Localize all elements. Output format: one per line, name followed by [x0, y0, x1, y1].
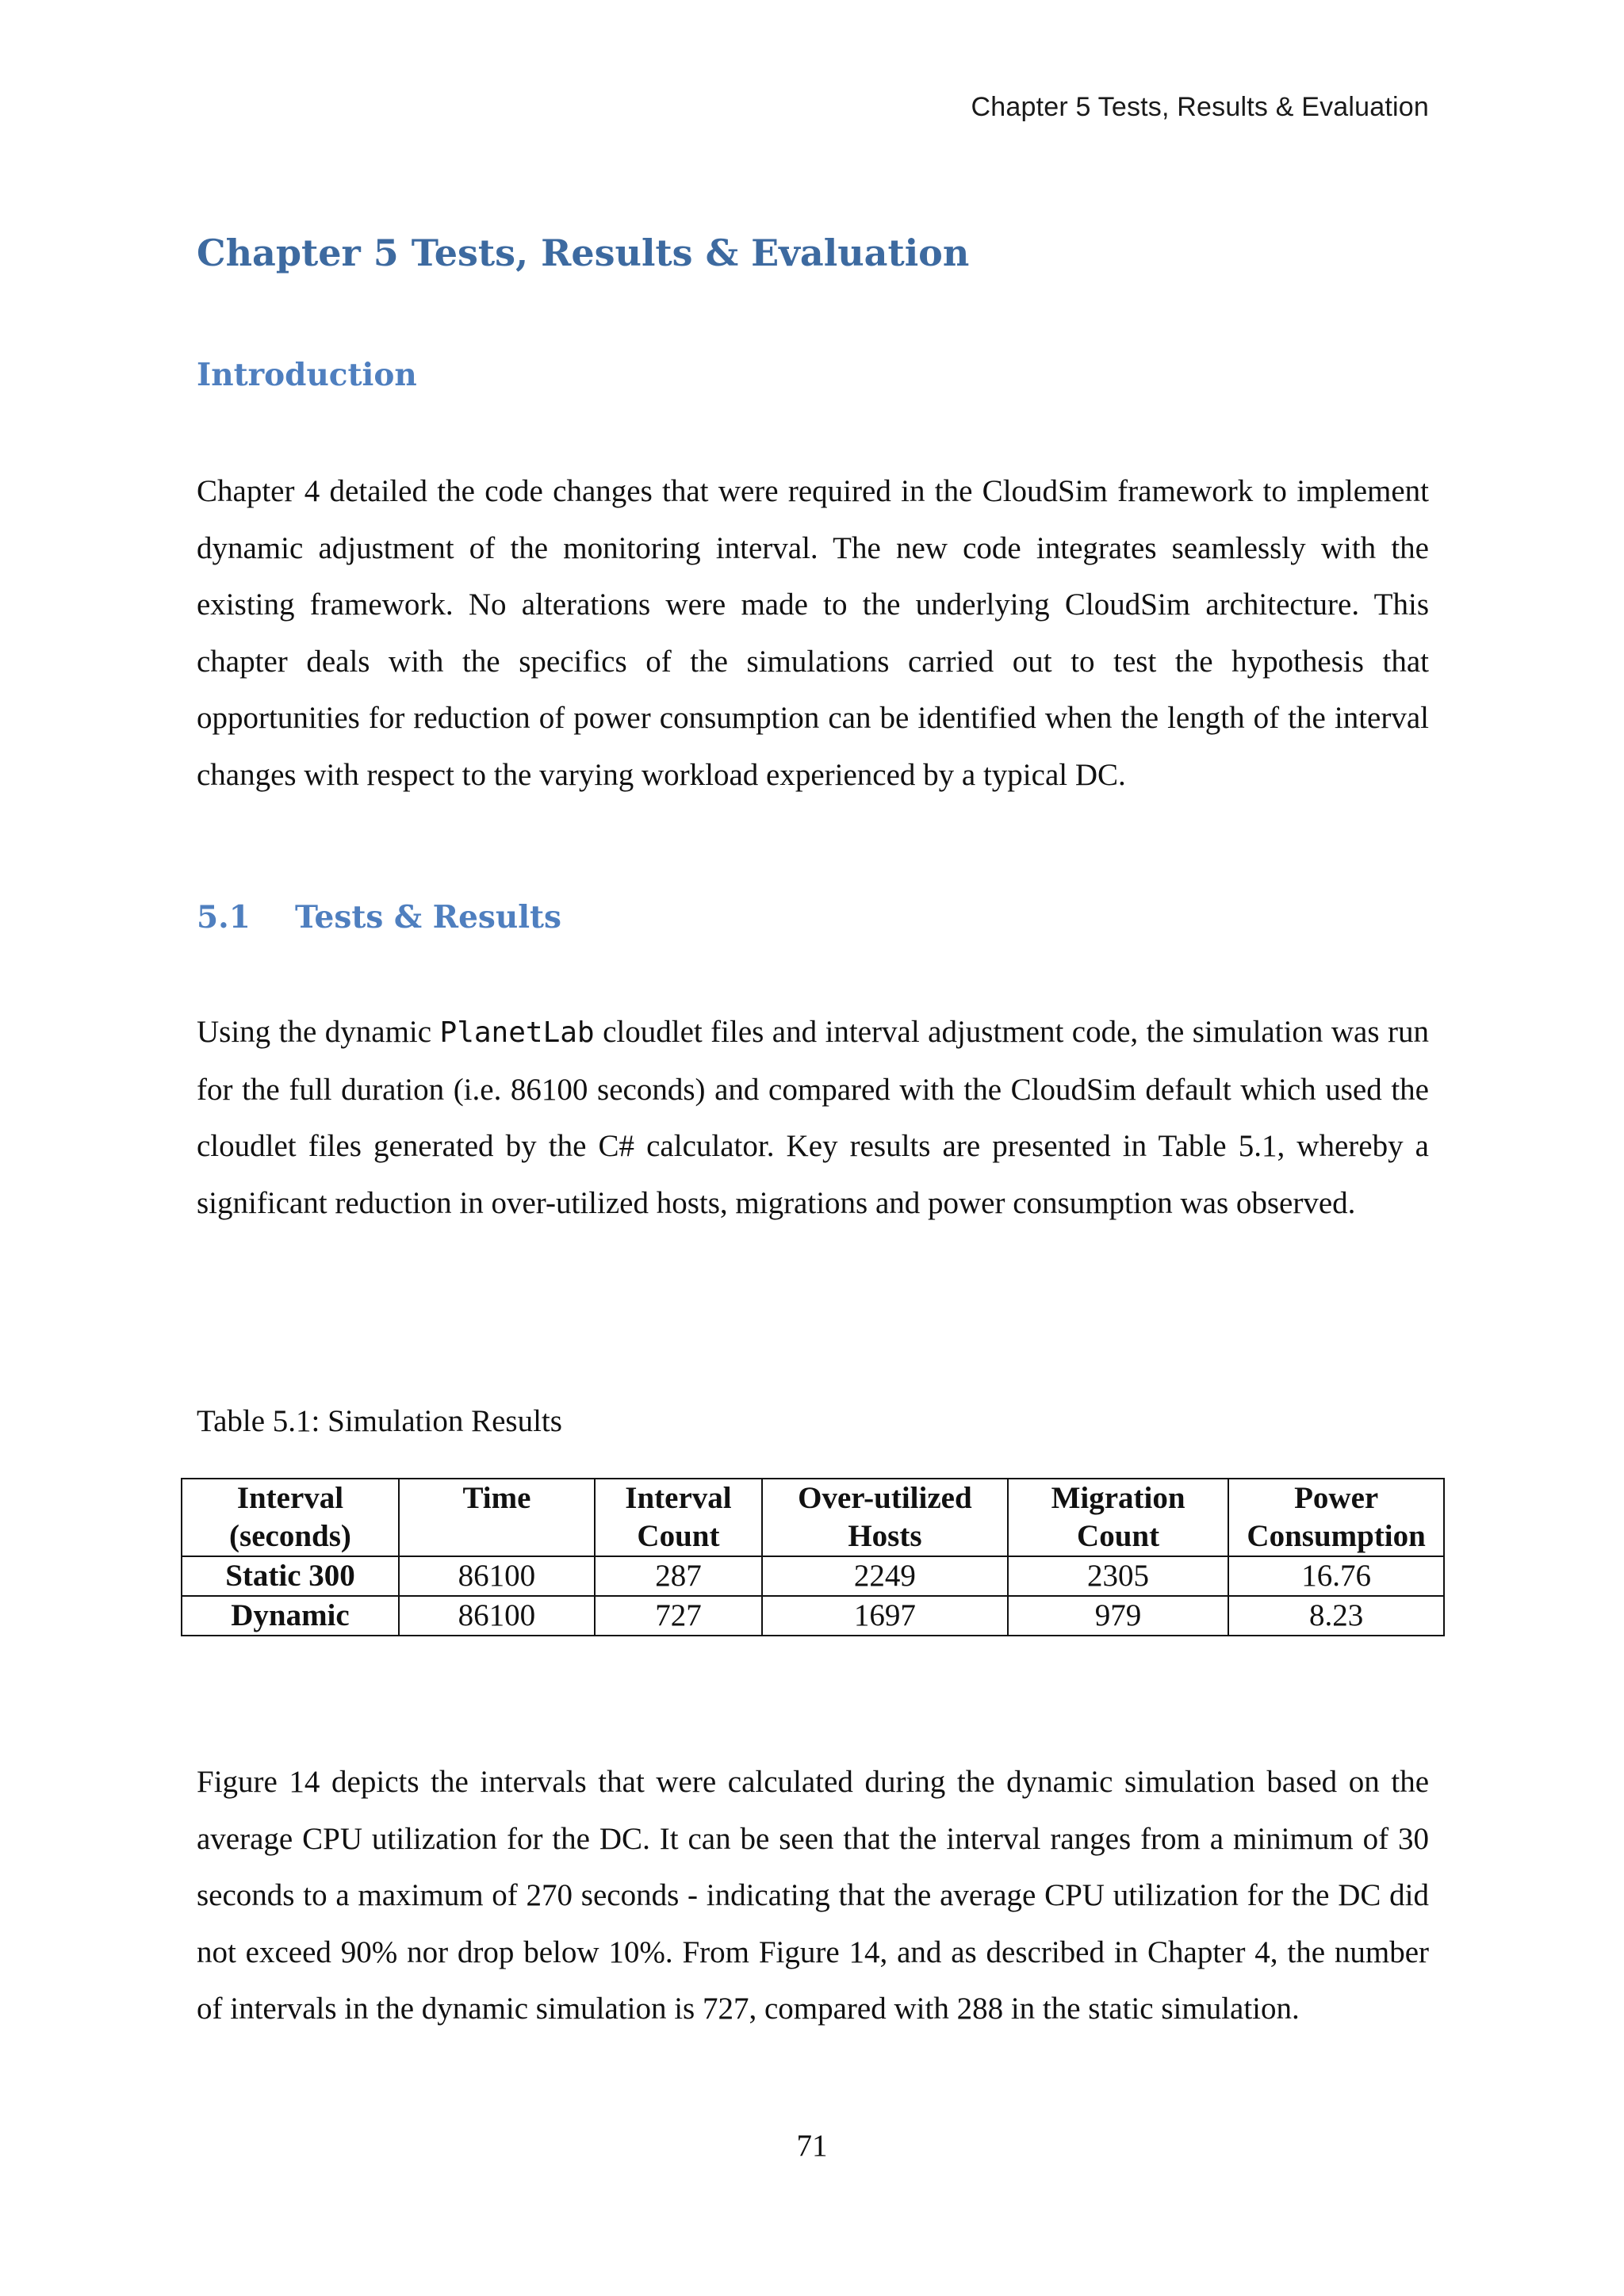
header-time [399, 1479, 595, 1556]
table-header-row [182, 1479, 1444, 1556]
page-number: 71 [796, 2129, 828, 2163]
table-cell-label: Dynamic [182, 1596, 399, 1636]
header-line: Over-utilized [798, 1481, 972, 1515]
chapter-title: Chapter 5 Tests, Results & Evaluation [197, 232, 970, 274]
table-cell: 86100 [399, 1596, 595, 1636]
table-cell: 979 [1008, 1596, 1228, 1636]
header-interval-seconds [182, 1479, 399, 1556]
header-line: (seconds) [229, 1519, 351, 1553]
header-line: Hosts [848, 1519, 922, 1553]
header-line: Consumption [1247, 1519, 1426, 1553]
table-cell: 287 [595, 1556, 762, 1596]
header-line: Migration [1051, 1481, 1185, 1515]
header-line: Time [462, 1481, 531, 1515]
table-cell: 2249 [762, 1556, 1008, 1596]
code-planetlab: PlanetLab [439, 1016, 595, 1049]
table-cell-label: Static 300 [182, 1556, 399, 1596]
simulation-results-table [181, 1478, 1445, 1636]
section-number: 5.1 [197, 899, 251, 936]
header-line: Interval [236, 1481, 344, 1515]
table-row [182, 1556, 1444, 1596]
header-line: Count [637, 1519, 720, 1553]
section-title: Tests & Results [295, 899, 561, 936]
introduction-paragraph: Chapter 4 detailed the code changes that were required in the CloudSim framework to implement dynamic adjustment of the monitoring interval. The new code integrates seamlessly with the existing framework. No alterations were made to the underlying CloudSim architecture. This chapter deals with the specifics of the simulations carried out to test the hypothesis that opportunities for reduction of power consumption can be identified when the length of the interval changes with respect to the varying workload experienced by a typical DC. [197, 474, 1429, 792]
section-5-1-heading [197, 899, 561, 936]
header-power-consumption [1228, 1479, 1444, 1556]
header-line: Count [1077, 1519, 1160, 1553]
table-caption: Table 5.1: Simulation Results [197, 1404, 562, 1438]
header-interval-count [595, 1479, 762, 1556]
table-cell: 16.76 [1228, 1556, 1444, 1596]
header-line: Interval [625, 1481, 732, 1515]
running-header: Chapter 5 Tests, Results & Evaluation [971, 92, 1429, 122]
table-cell: 1697 [762, 1596, 1008, 1636]
tests-results-paragraph [197, 1004, 1429, 1231]
figure-14-paragraph: Figure 14 depicts the intervals that were calculated during the dynamic simulation based on the average CPU utilization for the DC. It can be seen that the interval ranges from a minimum of 30 seconds to a maximum of 270 seconds - indicating that the average CPU utilization for the DC did not exceed 90% nor drop below 10%. From Figure 14, and as described in Chapter 4, the number of intervals in the dynamic simulation is 727, compared with 288 in the static simulation. [197, 1765, 1429, 2026]
paragraph-text-part: Using the dynamic [197, 1015, 440, 1049]
table-row [182, 1596, 1444, 1636]
table-cell: 86100 [399, 1556, 595, 1596]
header-line: Power [1294, 1481, 1379, 1515]
table-cell: 8.23 [1228, 1596, 1444, 1636]
introduction-heading: Introduction [197, 357, 417, 393]
header-over-utilized-hosts [762, 1479, 1008, 1556]
table-cell: 2305 [1008, 1556, 1228, 1596]
paragraph-text-part: cloudlet files and interval adjustment code, the simulation was run for the full duration (i.e. 86100 seconds) and compared with the CloudSim default which used the cloudlet files generated by the C# calculator. Key results are presented in Table 5.1, whereby a significant reduction in over-utilized hosts, migrations and power consumption was observed. [197, 1015, 1429, 1220]
table-cell: 727 [595, 1596, 762, 1636]
header-migration-count [1008, 1479, 1228, 1556]
